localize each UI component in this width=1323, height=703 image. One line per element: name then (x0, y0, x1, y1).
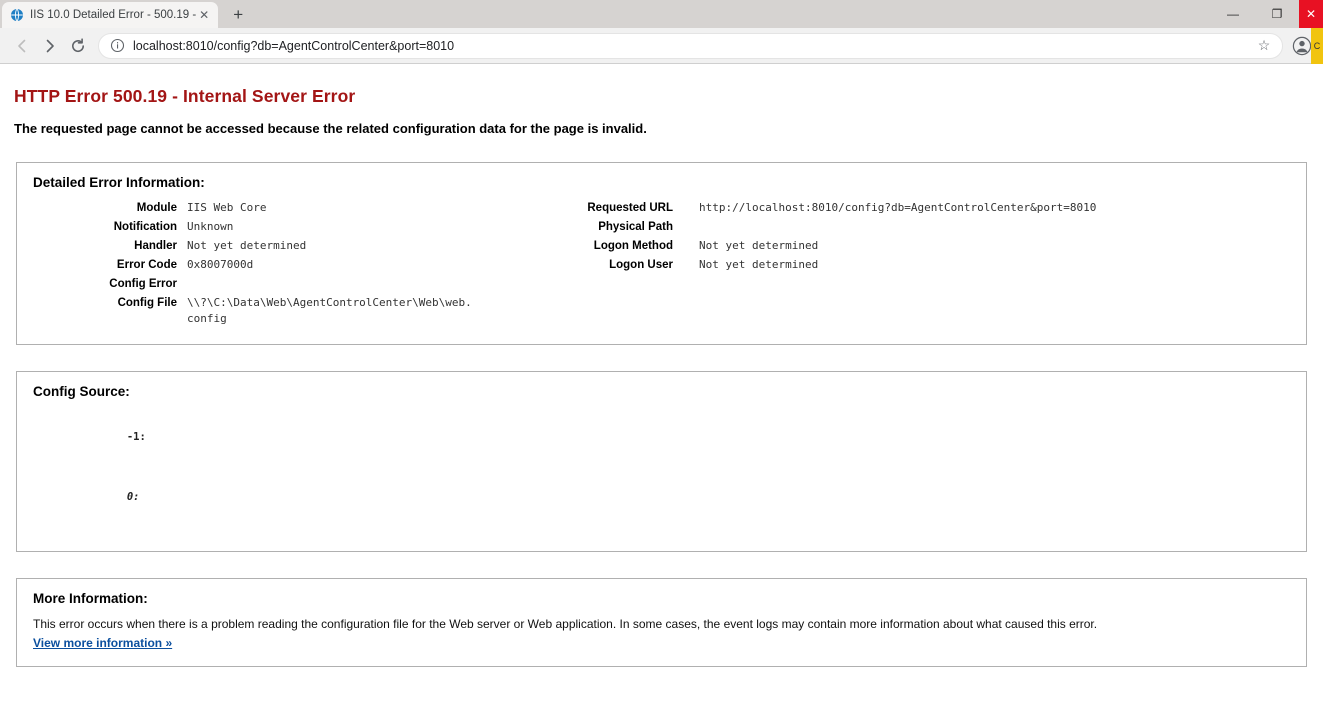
config-source-panel (16, 371, 1307, 552)
detail-label: Logon Method (593, 240, 673, 252)
detailed-error-legend: Detailed Error Information: (33, 175, 205, 190)
view-more-information-link[interactable]: View more information » (33, 636, 173, 650)
detail-row (538, 219, 1290, 235)
browser-toolbar (0, 28, 1323, 64)
detail-row (538, 200, 1290, 216)
browser-tab-title: IIS 10.0 Detailed Error - 500.19 - (30, 9, 197, 21)
detail-label: Handler (134, 240, 177, 252)
detail-value: 0x8007000d (187, 258, 254, 271)
tab-strip (0, 0, 1323, 28)
detail-value: Not yet determined (699, 239, 819, 252)
more-information-panel (16, 578, 1307, 667)
detailed-error-grid (33, 200, 1290, 330)
detail-row (538, 257, 1290, 273)
bookmark-star-icon[interactable]: ☆ (1257, 37, 1271, 53)
page-subtitle: The requested page cannot be accessed because the related configuration data for the page is invalid. (14, 121, 647, 136)
address-bar[interactable] (98, 33, 1283, 59)
window-controls (1211, 0, 1323, 28)
detail-row (33, 219, 538, 235)
code-line-number: -1: (126, 431, 146, 443)
detail-row (33, 200, 538, 216)
detail-label: Requested URL (587, 202, 673, 214)
config-source-legend: Config Source: (33, 384, 130, 399)
detail-row (538, 238, 1290, 254)
detail-row (33, 238, 538, 254)
detail-value: Not yet determined (699, 258, 819, 271)
detail-label: Logon User (609, 259, 673, 271)
code-line (51, 415, 1290, 475)
page-info-icon[interactable] (109, 38, 125, 54)
close-window-button[interactable]: ✕ (1299, 0, 1323, 28)
close-tab-icon[interactable]: ✕ (199, 8, 210, 22)
browser-tab-active[interactable] (2, 2, 218, 28)
detail-value: Not yet determined (187, 239, 307, 252)
new-tab-button[interactable]: + (233, 5, 244, 24)
detail-value: http://localhost:8010/config?db=AgentControlCenter&port=8010 (699, 201, 1097, 214)
address-bar-url[interactable]: localhost:8010/config?db=AgentControlCenter&port=8010 (133, 38, 455, 53)
code-line-number: 0: (126, 491, 140, 503)
detailed-error-right-column (538, 200, 1290, 330)
detail-row (33, 276, 538, 292)
detail-label: Config Error (109, 278, 177, 290)
config-source-code (33, 409, 1290, 537)
detailed-error-information-panel (16, 162, 1307, 345)
detail-value: \\?\C:\Data\Web\AgentControlCenter\Web\web.config (187, 296, 472, 325)
page-viewport (0, 64, 1323, 703)
extension-button[interactable]: C (1311, 28, 1323, 64)
code-line-error (51, 475, 1290, 535)
iis-globe-icon (10, 8, 24, 22)
back-button (8, 32, 36, 60)
detail-row (33, 257, 538, 273)
detail-value: IIS Web Core (187, 201, 267, 214)
detail-row (33, 295, 538, 327)
detailed-error-left-column (33, 200, 538, 330)
more-information-legend: More Information: (33, 591, 148, 606)
page-title: HTTP Error 500.19 - Internal Server Error (14, 86, 356, 106)
detail-label: Notification (113, 221, 177, 233)
detail-label: Module (136, 202, 177, 214)
detail-value: Unknown (187, 220, 234, 233)
detail-label: Config File (117, 297, 177, 309)
detail-label: Error Code (116, 259, 177, 271)
detail-label: Physical Path (598, 221, 673, 233)
restore-button[interactable]: ❐ (1271, 7, 1283, 21)
reload-button[interactable] (64, 32, 92, 60)
more-information-text: This error occurs when there is a problem reading the configuration file for the Web server or Web application. In some cases, the event logs may contain more information about what caused this error. (33, 617, 1098, 631)
minimize-button[interactable]: — (1227, 7, 1239, 21)
forward-button[interactable] (36, 32, 64, 60)
iis-error-page (0, 64, 1323, 667)
